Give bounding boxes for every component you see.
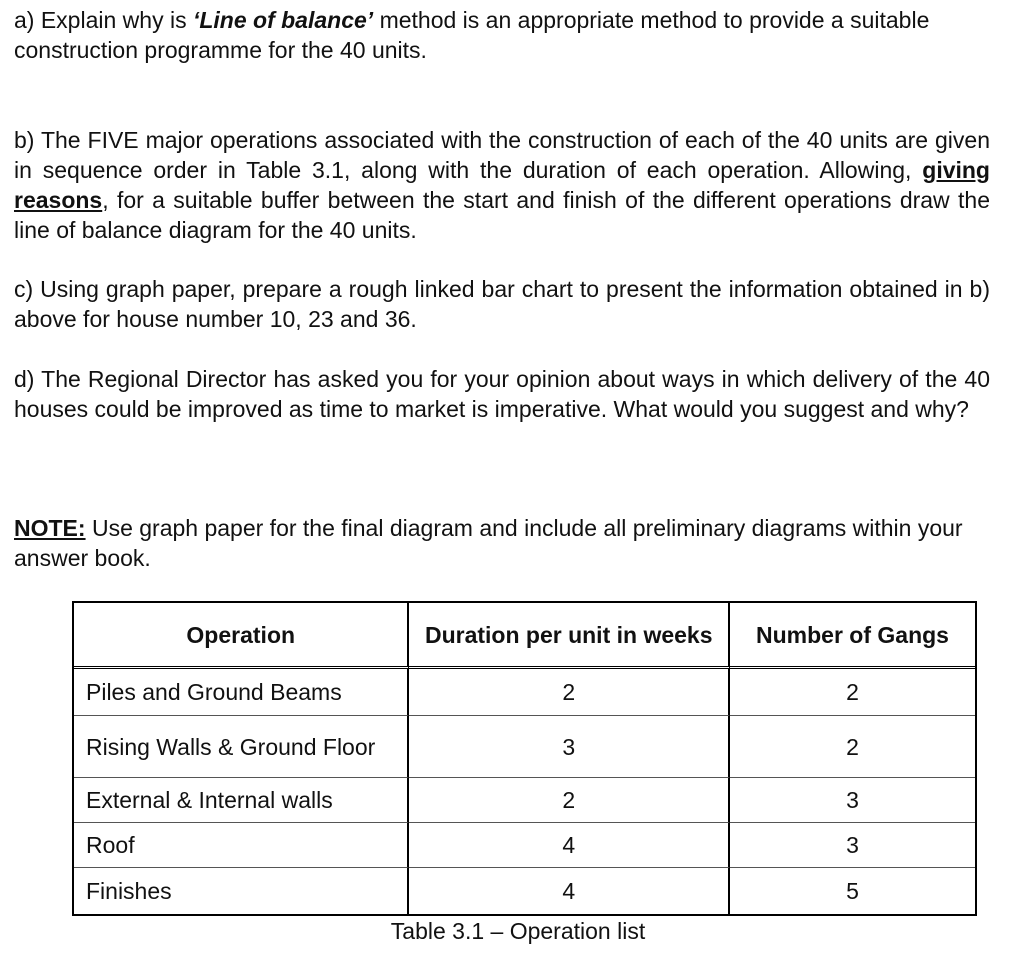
table-row bbox=[74, 868, 975, 914]
note-text: Use graph paper for the final diagram and include all preliminary diagrams within your answer book. bbox=[14, 515, 963, 571]
cell-duration: 2 bbox=[409, 778, 730, 823]
header-operation: Operation bbox=[74, 603, 409, 669]
note bbox=[14, 513, 990, 573]
table-header-row bbox=[74, 603, 975, 669]
cell-duration: 2 bbox=[409, 669, 730, 716]
question-a bbox=[14, 5, 990, 65]
cell-gangs: 3 bbox=[730, 823, 975, 868]
note-label: NOTE: bbox=[14, 515, 86, 541]
question-b-emphasis: giving reasons bbox=[14, 157, 990, 213]
table-row bbox=[74, 778, 975, 823]
question-d: d) The Regional Director has asked you for your opinion about ways in which delivery of the 40 houses could be improved as time to market is imperative. What would you suggest and why? bbox=[14, 366, 990, 422]
question-c: c) Using graph paper, prepare a rough linked bar chart to present the information obtained in b) above for house number 10, 23 and 36. bbox=[14, 276, 990, 332]
cell-operation: Rising Walls & Ground Floor bbox=[74, 716, 409, 778]
cell-duration: 4 bbox=[409, 823, 730, 868]
cell-operation: Piles and Ground Beams bbox=[74, 669, 409, 716]
cell-duration: 3 bbox=[409, 716, 730, 778]
cell-operation: Finishes bbox=[74, 868, 409, 914]
cell-duration: 4 bbox=[409, 868, 730, 914]
cell-gangs: 5 bbox=[846, 878, 859, 904]
question-a-emphasis: ‘Line of balance’ bbox=[192, 7, 374, 33]
question-a-pre: a) Explain why is bbox=[14, 7, 193, 33]
table-row bbox=[74, 823, 975, 868]
cell-gangs: 2 bbox=[730, 716, 975, 778]
question-b bbox=[14, 125, 990, 245]
cell-gangs: 3 bbox=[730, 778, 975, 823]
table-row bbox=[74, 669, 975, 716]
operation-table bbox=[72, 601, 977, 916]
table-row bbox=[74, 716, 975, 778]
header-gangs: Number of Gangs bbox=[730, 603, 975, 669]
cell-operation: Roof bbox=[74, 823, 409, 868]
cell-operation: External & Internal walls bbox=[74, 778, 409, 823]
cell-gangs: 2 bbox=[730, 669, 975, 716]
question-b-post: , for a suitable buffer between the start and finish of the different operations draw the line of balance diagram for the 40 units. bbox=[14, 187, 990, 243]
table-caption: Table 3.1 – Operation list bbox=[390, 918, 646, 944]
question-a-post: method is an appropriate method to provide a suitable construction programme for the 40 units. bbox=[14, 7, 930, 63]
header-duration: Duration per unit in weeks bbox=[409, 603, 730, 669]
question-b-pre: b) The FIVE major operations associated with the construction of each of the 40 units are given in sequence order in Table 3.1, along with the duration of each operation. Allowing, bbox=[14, 127, 990, 183]
